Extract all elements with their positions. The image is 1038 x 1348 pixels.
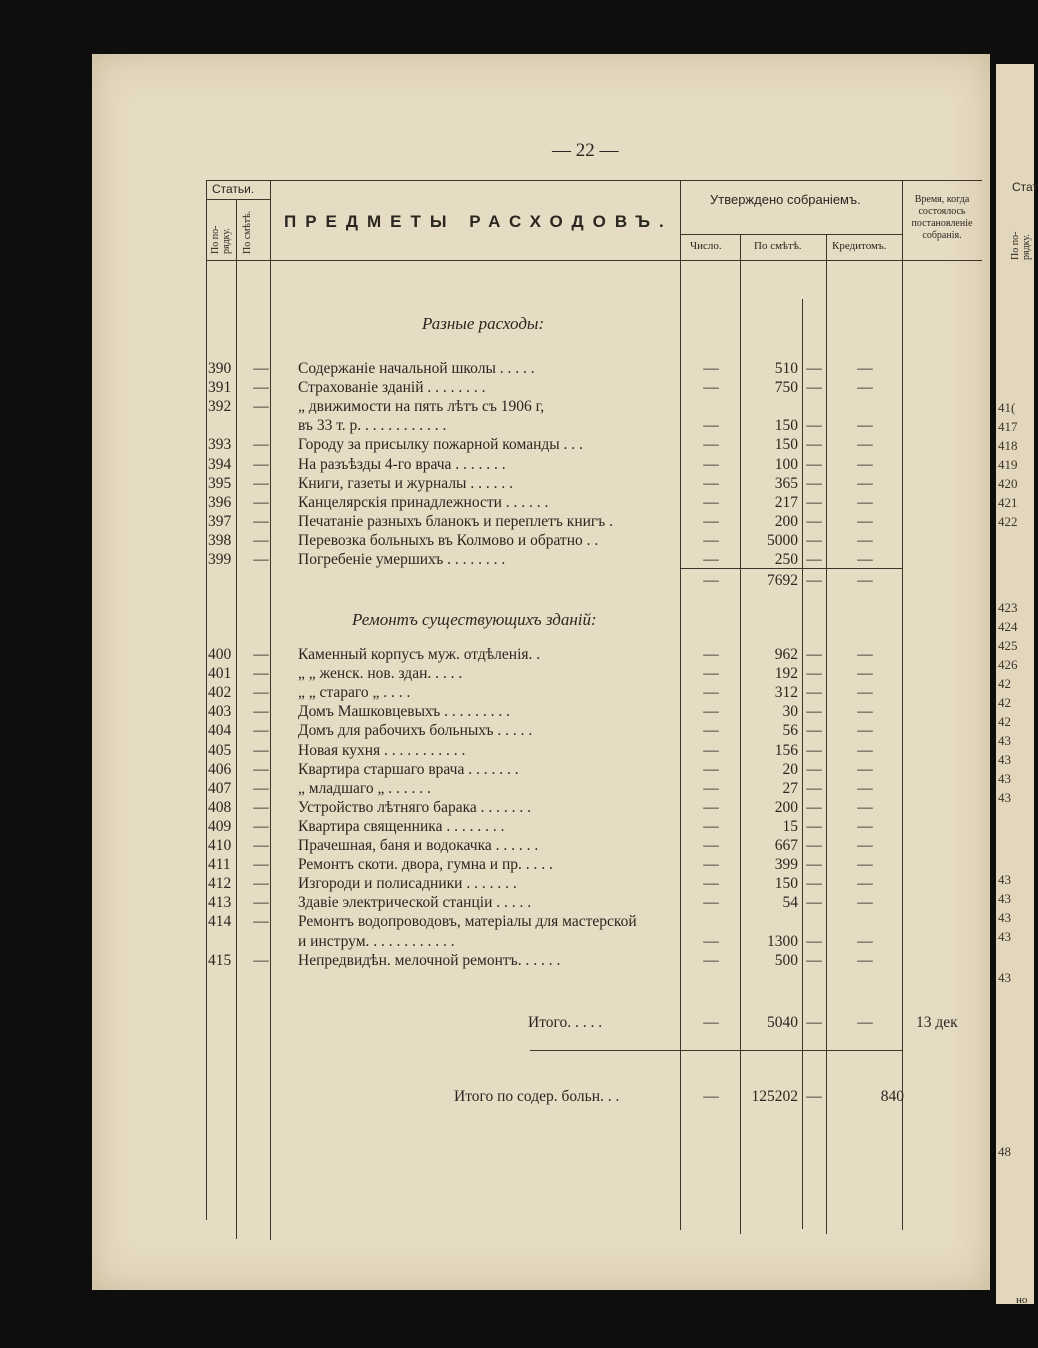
row-number: 415 [208, 951, 232, 969]
row-number: 411 [208, 856, 231, 874]
row-kopeks: — [806, 684, 822, 702]
table-row [92, 722, 990, 741]
row-kopeks: — [806, 798, 822, 816]
row-credit: — [857, 455, 873, 473]
row-credit: — [857, 951, 873, 969]
row-count: — [703, 741, 719, 759]
row-kopeks: — [806, 417, 822, 435]
row-item: Канцелярскія принадлежности . . . . . . [298, 493, 549, 511]
table-row [92, 684, 990, 703]
header-number: Число. [690, 240, 722, 252]
row-item: Новая кухня . . . . . . . . . . . [298, 741, 466, 759]
row-credit: — [857, 798, 873, 816]
row-kopeks: — [806, 837, 822, 854]
table-row [92, 436, 990, 455]
grand-total-credit: 840 [880, 1088, 904, 1105]
subtotal-kopeks: — [806, 572, 822, 589]
row-number: 407 [208, 779, 232, 797]
row-kopeks: — [806, 646, 822, 663]
row-number: 401 [208, 665, 232, 683]
row-item: въ 33 т. р. . . . . . . . . . . . [298, 417, 447, 435]
adjacent-row-number: 425 [998, 638, 1018, 653]
row-amount: 27 [782, 779, 798, 797]
header-articles: Статьи. [212, 182, 255, 196]
subtotal-row [92, 572, 990, 591]
row-number: 412 [208, 875, 232, 893]
row-item: Содержаніе начальной школы . . . . . [298, 360, 535, 377]
total-underline [530, 1050, 902, 1051]
row-amount: 312 [774, 684, 798, 702]
row-count: — [703, 551, 719, 568]
row-number: 397 [208, 512, 232, 530]
grand-total-kopeks: — [806, 1088, 822, 1105]
row-amount: 510 [774, 360, 798, 377]
row-item: Ремонтъ водопроводовъ, матеріалы для мастерской [298, 913, 637, 931]
adjacent-row-number: 419 [998, 457, 1018, 472]
header-bottom-border [206, 260, 982, 261]
row-amount: 1300 [767, 932, 798, 950]
row-amount: 54 [782, 894, 798, 912]
row-amount: 192 [774, 665, 798, 683]
total-number: — [703, 1014, 719, 1031]
estimate-dash: — [253, 741, 269, 759]
approved-sub-border [680, 234, 902, 235]
row-amount: 667 [774, 837, 798, 854]
grand-total-label: Итого по содер. больн. . . [454, 1088, 620, 1105]
header-approved: Утверждено собраніемъ. [710, 192, 861, 207]
row-credit: — [857, 817, 873, 835]
estimate-dash: — [253, 455, 269, 473]
table-row [92, 742, 990, 761]
row-count: — [703, 760, 719, 778]
row-item: Домъ для рабочихъ больныхъ . . . . . [298, 722, 533, 740]
total-kopeks: — [806, 1014, 822, 1031]
adjacent-row-number: 43 [998, 891, 1011, 906]
row-count: — [703, 798, 719, 816]
row-item: Квартира старшаго врача . . . . . . . [298, 760, 519, 778]
row-credit: — [857, 551, 873, 568]
row-credit: — [857, 837, 873, 854]
row-number: 392 [208, 398, 232, 416]
estimate-dash: — [253, 531, 269, 549]
table-row [92, 398, 990, 417]
row-amount: 30 [782, 703, 798, 721]
subtotal-credit: — [857, 572, 873, 589]
adjacent-row-number: 420 [998, 476, 1018, 491]
row-number: 403 [208, 703, 232, 721]
estimate-dash: — [253, 875, 269, 893]
estimate-dash: — [253, 951, 269, 969]
row-item: Городу за присылку пожарной команды . . . [298, 436, 583, 454]
table-row [92, 360, 990, 379]
adjacent-row-number: 424 [998, 619, 1018, 634]
row-number: 395 [208, 474, 232, 492]
row-credit: — [857, 360, 873, 377]
estimate-dash: — [253, 722, 269, 740]
row-amount: 962 [774, 646, 798, 663]
table-row [92, 952, 990, 971]
table-row [92, 933, 990, 952]
document-page [92, 54, 990, 1290]
row-number: 390 [208, 360, 232, 377]
estimate-dash: — [253, 913, 269, 931]
row-amount: 100 [774, 455, 798, 473]
estimate-dash: — [253, 856, 269, 874]
row-amount: 15 [782, 817, 798, 835]
row-count: — [703, 951, 719, 969]
row-credit: — [857, 379, 873, 397]
table-row [92, 703, 990, 722]
row-count: — [703, 894, 719, 912]
estimate-dash: — [253, 398, 269, 416]
row-kopeks: — [806, 531, 822, 549]
estimate-dash: — [253, 551, 269, 568]
row-number: 396 [208, 493, 232, 511]
row-count: — [703, 665, 719, 683]
total-amount: 5040 [767, 1014, 798, 1031]
adjacent-bottom: но [1016, 1294, 1028, 1306]
estimate-dash: — [253, 684, 269, 702]
section-title-repairs: Ремонтъ существующихъ зданій: [352, 610, 597, 629]
estimate-dash: — [253, 665, 269, 683]
row-kopeks: — [806, 665, 822, 683]
header-credit: Кредитомъ. [832, 240, 887, 252]
row-count: — [703, 493, 719, 511]
table-row [92, 475, 990, 494]
row-item: Здавіе электрической станціи . . . . . [298, 894, 532, 912]
row-count: — [703, 856, 719, 874]
row-item: Погребеніе умершихъ . . . . . . . . [298, 551, 506, 568]
row-kopeks: — [806, 455, 822, 473]
adjacent-page [996, 64, 1038, 1306]
row-kopeks: — [806, 951, 822, 969]
adjacent-row-number: 43 [998, 929, 1011, 944]
row-count: — [703, 837, 719, 854]
estimate-dash: — [253, 436, 269, 454]
row-count: — [703, 779, 719, 797]
row-kopeks: — [806, 779, 822, 797]
adjacent-by-order: По по- рядку. [1010, 231, 1032, 260]
row-amount: 250 [774, 551, 798, 568]
row-credit: — [857, 932, 873, 950]
row-item: Устройство лѣтняго барака . . . . . . . [298, 798, 532, 816]
row-item: „ „ стараго „ . . . . [298, 684, 411, 702]
row-item: „ „ женск. нов. здан. . . . . [298, 665, 463, 683]
header-by-order: По по- рядку. [210, 225, 232, 254]
row-count: — [703, 703, 719, 721]
page-number: — 22 — [552, 140, 619, 161]
adjacent-row-number: 43 [998, 771, 1011, 786]
adjacent-row-number: 422 [998, 514, 1018, 529]
row-number: 394 [208, 455, 232, 473]
row-item: Непредвидѣн. мелочной ремонтъ. . . . . . [298, 951, 561, 969]
table-row [92, 875, 990, 894]
row-amount: 150 [774, 417, 798, 435]
estimate-dash: — [253, 779, 269, 797]
header-by-estimate: По смѣтѣ. [242, 210, 253, 254]
row-amount: 399 [774, 856, 798, 874]
row-number: 393 [208, 436, 232, 454]
estimate-dash: — [253, 360, 269, 377]
row-item: Каменный корпусъ муж. отдѣленія. . [298, 646, 541, 663]
row-credit: — [857, 856, 873, 874]
adjacent-row-number: 43 [998, 790, 1011, 805]
row-number: 410 [208, 837, 232, 854]
row-credit: — [857, 875, 873, 893]
estimate-dash: — [253, 837, 269, 854]
table-row [92, 513, 990, 532]
adjacent-row-number: 418 [998, 438, 1018, 453]
grand-total-amount: 125202 [751, 1088, 798, 1105]
row-count: — [703, 684, 719, 702]
row-kopeks: — [806, 856, 822, 874]
row-credit: — [857, 894, 873, 912]
row-amount: 365 [774, 474, 798, 492]
adjacent-row-number: 417 [998, 419, 1018, 434]
row-count: — [703, 455, 719, 473]
row-count: — [703, 417, 719, 435]
row-credit: — [857, 665, 873, 683]
row-item: Прачешная, баня и водокачка . . . . . . [298, 837, 539, 854]
row-kopeks: — [806, 703, 822, 721]
row-number: 409 [208, 817, 232, 835]
row-amount: 56 [782, 722, 798, 740]
row-kopeks: — [806, 932, 822, 950]
table-row [92, 379, 990, 398]
row-amount: 200 [774, 798, 798, 816]
row-item: Изгороди и полисадники . . . . . . . [298, 875, 517, 893]
table-row [92, 532, 990, 551]
estimate-dash: — [253, 379, 269, 397]
row-item: и инструм. . . . . . . . . . . . [298, 932, 455, 950]
row-number: 413 [208, 894, 232, 912]
row-credit: — [857, 741, 873, 759]
row-count: — [703, 817, 719, 835]
estimate-dash: — [253, 817, 269, 835]
row-count: — [703, 512, 719, 530]
row-credit: — [857, 512, 873, 530]
adjacent-row-number: 42 [998, 714, 1011, 729]
grand-total-number: — [703, 1088, 719, 1105]
subtotal-amount: 7692 [767, 572, 798, 589]
row-number: 408 [208, 798, 232, 816]
row-count: — [703, 531, 719, 549]
row-kopeks: — [806, 474, 822, 492]
adjacent-row-number: 43 [998, 910, 1011, 925]
row-number: 402 [208, 684, 232, 702]
row-credit: — [857, 722, 873, 740]
row-kopeks: — [806, 875, 822, 893]
adjacent-row-number: 43 [998, 872, 1011, 887]
estimate-dash: — [253, 646, 269, 663]
row-amount: 150 [774, 436, 798, 454]
row-number: 400 [208, 646, 232, 663]
total-credit: — [857, 1014, 873, 1031]
adjacent-row-number: 43 [998, 752, 1011, 767]
adjacent-row-number: 43 [998, 733, 1011, 748]
row-item: „ движимости на пять лѣтъ съ 1906 г, [298, 398, 545, 416]
row-item: Печатаніе разныхъ бланокъ и переплетъ книгъ . [298, 512, 614, 530]
row-item: Квартира священника . . . . . . . . [298, 817, 505, 835]
adjacent-row-number: 48 [998, 1144, 1011, 1159]
row-amount: 750 [774, 379, 798, 397]
grand-total-row [92, 1088, 990, 1107]
row-item: На разъѣзды 4-го врача . . . . . . . [298, 455, 506, 473]
row-amount: 156 [774, 741, 798, 759]
header-time: Время, когда состоялось постановленіе собранія. [911, 194, 973, 241]
row-kopeks: — [806, 436, 822, 454]
table-row [92, 417, 990, 436]
estimate-dash: — [253, 760, 269, 778]
row-count: — [703, 379, 719, 397]
table-row [92, 894, 990, 913]
row-kopeks: — [806, 360, 822, 377]
row-credit: — [857, 779, 873, 797]
row-number: 398 [208, 531, 232, 549]
estimate-dash: — [253, 894, 269, 912]
row-credit: — [857, 646, 873, 663]
row-kopeks: — [806, 817, 822, 835]
row-count: — [703, 722, 719, 740]
table-top-border [206, 180, 982, 181]
estimate-dash: — [253, 703, 269, 721]
row-item: Ремонтъ скоти. двора, гумна и пр. . . . . [298, 856, 553, 874]
row-amount: 217 [774, 493, 798, 511]
table-row [92, 799, 990, 818]
row-count: — [703, 360, 719, 377]
header-subject: ПРЕДМЕТЫ РАСХОДОВЪ. [284, 212, 673, 231]
estimate-dash: — [253, 512, 269, 530]
adjacent-header: Стат [1012, 180, 1038, 194]
row-credit: — [857, 436, 873, 454]
row-kopeks: — [806, 760, 822, 778]
table-row [92, 837, 990, 856]
row-kopeks: — [806, 493, 822, 511]
section-title-misc: Разные расходы: [422, 314, 545, 333]
adjacent-row-number: 41( [998, 400, 1016, 415]
row-number: 405 [208, 741, 232, 759]
row-kopeks: — [806, 741, 822, 759]
estimate-dash: — [253, 798, 269, 816]
adjacent-row-number: 42 [998, 695, 1011, 710]
row-number: 406 [208, 760, 232, 778]
row-amount: 5000 [767, 531, 798, 549]
row-kopeks: — [806, 379, 822, 397]
table-row [92, 456, 990, 475]
row-count: — [703, 932, 719, 950]
subtotal-number: — [703, 572, 719, 589]
table-row [92, 780, 990, 799]
row-count: — [703, 646, 719, 663]
adjacent-row-number: 43 [998, 970, 1011, 985]
row-kopeks: — [806, 722, 822, 740]
adjacent-row-number: 423 [998, 600, 1018, 615]
row-kopeks: — [806, 512, 822, 530]
row-credit: — [857, 684, 873, 702]
row-item: „ младшаго „ . . . . . . [298, 779, 431, 797]
table-row [92, 761, 990, 780]
row-count: — [703, 436, 719, 454]
adjacent-row-number: 426 [998, 657, 1018, 672]
row-amount: 500 [774, 951, 798, 969]
row-credit: — [857, 417, 873, 435]
table-row [92, 856, 990, 875]
row-credit: — [857, 493, 873, 511]
adjacent-row-number: 421 [998, 495, 1018, 510]
row-number: 404 [208, 722, 232, 740]
row-count: — [703, 875, 719, 893]
table-row [92, 665, 990, 684]
row-kopeks: — [806, 894, 822, 912]
row-amount: 150 [774, 875, 798, 893]
header-per-estimate: По смѣтѣ. [754, 240, 802, 252]
row-credit: — [857, 760, 873, 778]
row-count: — [703, 474, 719, 492]
row-number: 391 [208, 379, 232, 397]
row-item: Страхованіе зданій . . . . . . . . [298, 379, 486, 397]
subtotal-line [680, 568, 902, 569]
adjacent-row-number: 42 [998, 676, 1011, 691]
total-label: Итого. . . . . [528, 1014, 603, 1031]
total-row [92, 1014, 990, 1033]
table-row [92, 646, 990, 665]
table-row [92, 818, 990, 837]
row-number: 414 [208, 913, 232, 931]
estimate-dash: — [253, 474, 269, 492]
row-number: 399 [208, 551, 232, 568]
row-kopeks: — [806, 551, 822, 568]
row-amount: 200 [774, 512, 798, 530]
row-item: Книги, газеты и журналы . . . . . . [298, 474, 513, 492]
total-time: 13 дек [916, 1014, 958, 1031]
row-credit: — [857, 531, 873, 549]
row-amount: 20 [782, 760, 798, 778]
row-item: Перевозка больныхъ въ Колмово и обратно . . [298, 531, 599, 549]
row-credit: — [857, 474, 873, 492]
row-item: Домъ Машковцевыхъ . . . . . . . . . [298, 703, 510, 721]
row-credit: — [857, 703, 873, 721]
table-row [92, 913, 990, 932]
estimate-dash: — [253, 493, 269, 511]
table-row [92, 494, 990, 513]
